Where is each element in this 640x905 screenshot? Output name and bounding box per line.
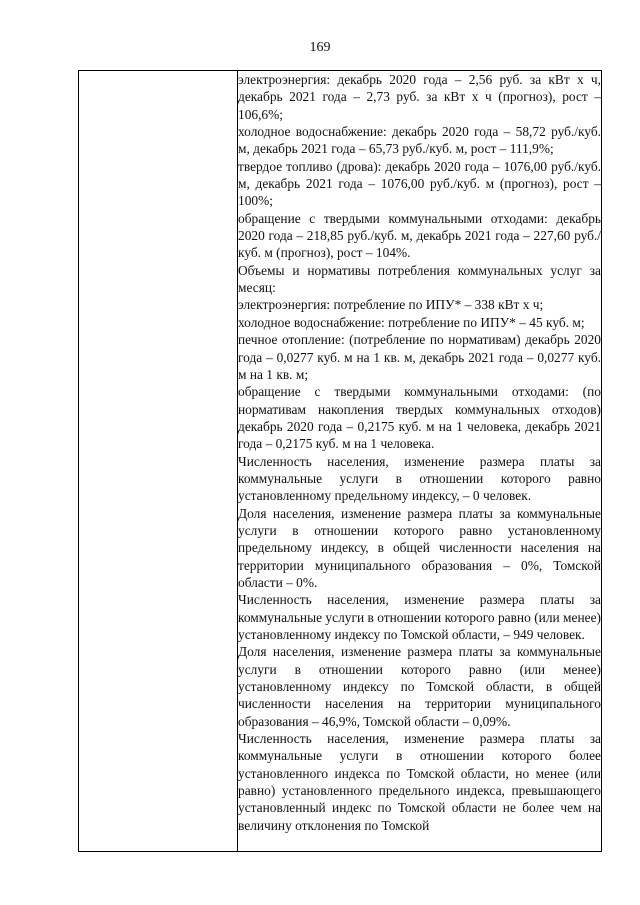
- paragraph-consumption-heading: Объемы и нормативы потребления коммунальных услуг за месяц:: [238, 262, 601, 296]
- left-empty-cell: [79, 71, 238, 852]
- table-row: [79, 71, 602, 852]
- text-cell: [238, 71, 602, 852]
- paragraph-cold-water-tariff: холодное водоснабжение: декабрь 2020 года – 58,72 руб./куб. м, декабрь 2021 года – 65,73 руб./куб. м, рост – 111,9%;: [238, 124, 601, 157]
- document-table: [78, 70, 602, 852]
- paragraph-solid-fuel-tariff: твердое топливо (дрова): декабрь 2020 года – 1076,00 руб./куб. м, декабрь 2021 года – 1076,00 руб./куб. м (прогноз), рост – 100%;: [238, 158, 601, 209]
- paragraph-share-equal-regional: Доля населения, изменение размера платы за коммунальные услуги в отношении которого равно (или менее) установленному индексу по Томской области, в общей численности населения на территории муниципального образования – 46,9%, Томской области – 0,09%.: [238, 644, 601, 729]
- paragraph-stove-heating: печное отопление: (потребление по нормативам) декабрь 2020 года – 0,0277 куб. м на 1 кв. м, декабрь 2021 года – 0,0277 куб. м на 1 кв. м;: [238, 332, 601, 382]
- paragraph-electricity-tariff: электроэнергия: декабрь 2020 года – 2,56 руб. за кВт х ч, декабрь 2021 года – 2,73 руб. за кВт х ч (прогноз), рост – 106,6%;: [238, 72, 601, 122]
- paragraph-population-equal-regional: Численность населения, изменение размера платы за коммунальные услуги в отношении которого равно (или менее) установленному индексу по Томской области, – 949 человек.: [238, 592, 601, 642]
- paragraph-waste-tariff: обращение с твердыми коммунальными отходами: декабрь 2020 года – 218,85 руб./куб. м, декабрь 2021 года – 227,60 руб./куб. м (прогноз), рост – 104%.: [238, 210, 601, 261]
- paragraph-cold-water-consumption: холодное водоснабжение: потребление по ИПУ* – 45 куб. м;: [238, 314, 585, 330]
- paragraph-population-equal-limit: Численность населения, изменение размера платы за коммунальные услуги в отношении которого равно установленному предельному индексу, – 0 человек.: [238, 453, 601, 504]
- page-number: 169: [309, 40, 331, 55]
- paragraph-share-equal-limit: Доля населения, изменение размера платы за коммунальные услуги в отношении которого равно установленному предельному индексу, в общей численности населения на территории муниципального образования – 0%, Томской области – 0%.: [238, 505, 601, 590]
- paragraph-population-above-regional: Численность населения, изменение размера платы за коммунальные услуги в отношении которого более установленного индекса по Томской области, но менее (или равно) установленного предельного индекса, превышающего установленный индекс по Томской области не более чем на величину отклонения по Томской: [238, 731, 601, 833]
- paragraph-waste-norms: обращение с твердыми коммунальными отходами: (по нормативам накопления твердых коммунальных отходов) декабрь 2020 года – 0,2175 куб. м на 1 человека, декабрь 2021 года – 0,2175 куб. м на 1 человека.: [238, 384, 601, 452]
- paragraph-electricity-consumption: электроэнергия: потребление по ИПУ* – 338 кВт х ч;: [238, 297, 544, 313]
